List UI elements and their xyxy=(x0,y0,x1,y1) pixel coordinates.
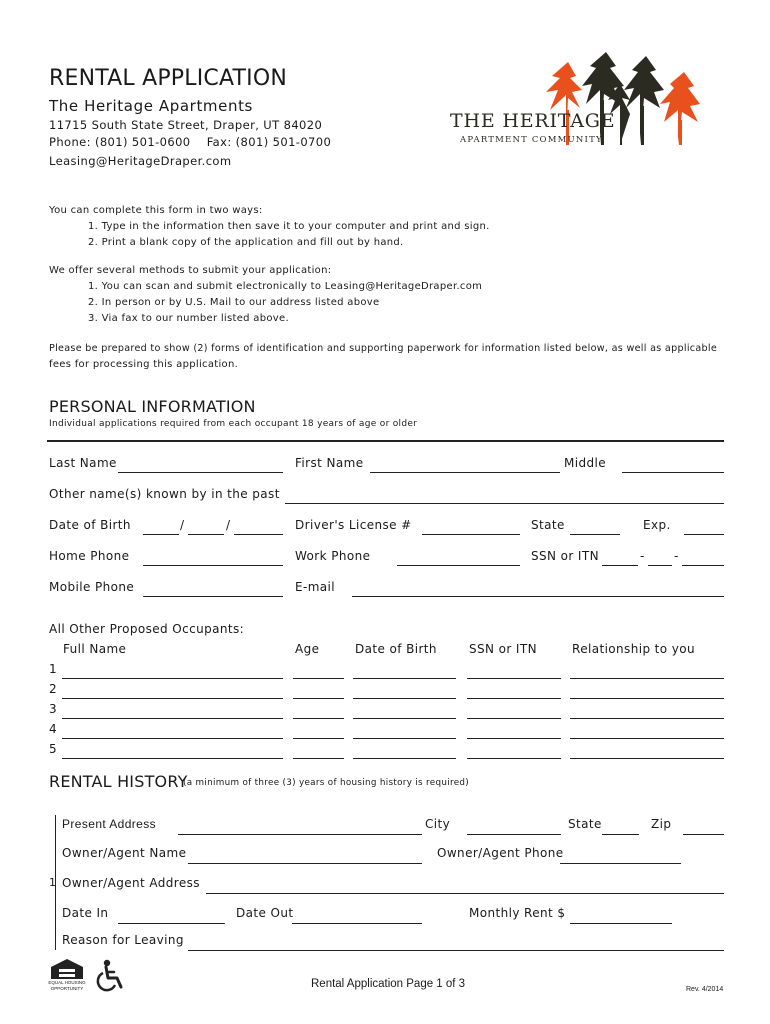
occupant-ssn-input[interactable] xyxy=(467,724,561,739)
middle-name-input[interactable] xyxy=(622,458,724,473)
ssn-itn-label: SSN or ITN xyxy=(531,549,599,563)
occupant-dob-input[interactable] xyxy=(353,684,456,699)
occupants-col-relationship: Relationship to you xyxy=(572,642,695,656)
rental-history-note: (a minimum of three (3) years of housing history is required) xyxy=(183,778,470,788)
personal-info-subheading: Individual applications required from each occupant 18 years of age or older xyxy=(49,419,418,429)
date-in-input[interactable] xyxy=(118,909,225,924)
ssn-separator: - xyxy=(640,549,645,563)
occupant-relationship-input[interactable] xyxy=(570,684,724,699)
occupant-name-input[interactable] xyxy=(62,704,283,719)
ways-item-1: 1. Type in the information then save it to your computer and print and sign. xyxy=(88,221,490,232)
zip-label: Zip xyxy=(651,817,672,831)
occupant-age-input[interactable] xyxy=(293,664,344,679)
drivers-license-label: Driver's License # xyxy=(295,518,412,532)
email-label: E-mail xyxy=(295,580,336,594)
drivers-license-input[interactable] xyxy=(422,520,520,535)
dob-separator: / xyxy=(180,518,185,532)
occupant-name-input[interactable] xyxy=(62,664,283,679)
first-name-label: First Name xyxy=(295,456,364,470)
work-phone-label: Work Phone xyxy=(295,549,371,563)
license-exp-label: Exp. xyxy=(643,518,671,532)
property-email: Leasing@HeritageDraper.com xyxy=(49,154,232,168)
date-out-input[interactable] xyxy=(292,909,422,924)
date-out-label: Date Out xyxy=(236,906,294,920)
logo-tagline: APARTMENT COMMUNITY xyxy=(460,135,603,145)
last-name-input[interactable] xyxy=(118,458,283,473)
first-name-input[interactable] xyxy=(370,458,560,473)
occupant-row-number: 2 xyxy=(49,682,58,696)
section-divider xyxy=(47,440,724,442)
occupant-dob-input[interactable] xyxy=(353,664,456,679)
occupant-relationship-input[interactable] xyxy=(570,724,724,739)
ssn-separator: - xyxy=(674,549,679,563)
equal-housing-logo xyxy=(47,958,87,994)
page-number: Rental Application Page 1 of 3 xyxy=(311,978,466,990)
id-note-line2: fees for processing this application. xyxy=(49,359,239,370)
equal-housing-text-2: OPPORTUNITY xyxy=(50,986,84,991)
occupant-ssn-input[interactable] xyxy=(467,744,561,759)
occupant-relationship-input[interactable] xyxy=(570,664,724,679)
methods-item-3: 3. Via fax to our number listed above. xyxy=(88,313,289,324)
work-phone-input[interactable] xyxy=(397,551,520,566)
occupant-row-number: 4 xyxy=(49,722,58,736)
home-phone-input[interactable] xyxy=(143,551,283,566)
rental-state-input[interactable] xyxy=(602,820,639,835)
ssn-part3-input[interactable] xyxy=(682,551,724,566)
equal-housing-icon xyxy=(47,958,87,980)
occupant-name-input[interactable] xyxy=(62,684,283,699)
mobile-phone-label: Mobile Phone xyxy=(49,580,135,594)
reason-for-leaving-input[interactable] xyxy=(188,936,724,951)
home-phone-label: Home Phone xyxy=(49,549,130,563)
dob-year-input[interactable] xyxy=(234,520,283,535)
rental-state-label: State xyxy=(568,817,602,831)
revision-date: Rev. 4/2014 xyxy=(686,986,724,993)
occupant-row-number: 1 xyxy=(49,662,58,676)
occupants-col-dob: Date of Birth xyxy=(355,642,437,656)
owner-agent-address-label: Owner/Agent Address xyxy=(62,876,200,890)
present-address-label: Present Address xyxy=(62,817,157,831)
occupant-age-input[interactable] xyxy=(293,724,344,739)
occupant-name-input[interactable] xyxy=(62,744,283,759)
occupant-age-input[interactable] xyxy=(293,744,344,759)
ssn-part2-input[interactable] xyxy=(648,551,672,566)
methods-item-1: 1. You can scan and submit electronically to Leasing@HeritageDraper.com xyxy=(88,281,483,292)
present-address-input[interactable] xyxy=(178,820,422,835)
license-exp-input[interactable] xyxy=(684,520,724,535)
occupant-name-input[interactable] xyxy=(62,724,283,739)
other-names-input[interactable] xyxy=(285,489,724,504)
methods-heading: We offer several methods to submit your application: xyxy=(49,265,332,276)
dob-month-input[interactable] xyxy=(143,520,179,535)
occupant-dob-input[interactable] xyxy=(353,704,456,719)
ssn-part1-input[interactable] xyxy=(602,551,638,566)
occupant-dob-input[interactable] xyxy=(353,724,456,739)
occupant-ssn-input[interactable] xyxy=(467,704,561,719)
occupant-ssn-input[interactable] xyxy=(467,684,561,699)
id-note-line1: Please be prepared to show (2) forms of identification and supporting paperwork for information listed below, as well as applicable xyxy=(49,343,718,354)
rental-entry-number: 1 xyxy=(49,876,57,889)
property-address: 11715 South State Street, Draper, UT 84020 xyxy=(49,118,323,132)
city-label: City xyxy=(425,817,451,831)
occupant-ssn-input[interactable] xyxy=(467,664,561,679)
monthly-rent-label: Monthly Rent $ xyxy=(469,906,566,920)
logo-wordmark: THE HERITAGE xyxy=(450,110,616,132)
property-name: The Heritage Apartments xyxy=(49,97,253,115)
occupant-age-input[interactable] xyxy=(293,704,344,719)
city-input[interactable] xyxy=(467,820,561,835)
dob-separator: / xyxy=(226,518,231,532)
other-names-label: Other name(s) known by in the past xyxy=(49,487,280,501)
last-name-label: Last Name xyxy=(49,456,117,470)
dob-label: Date of Birth xyxy=(49,518,131,532)
occupants-col-ssn: SSN or ITN xyxy=(469,642,537,656)
reason-for-leaving-label: Reason for Leaving xyxy=(62,933,184,947)
occupant-dob-input[interactable] xyxy=(353,744,456,759)
occupant-row-number: 5 xyxy=(49,742,58,756)
date-in-label: Date In xyxy=(62,906,109,920)
owner-agent-phone-input[interactable] xyxy=(560,849,681,864)
owner-agent-phone-label: Owner/Agent Phone xyxy=(437,846,564,860)
methods-item-2: 2. In person or by U.S. Mail to our address listed above xyxy=(88,297,380,308)
personal-info-heading: PERSONAL INFORMATION xyxy=(49,397,256,416)
occupants-col-age: Age xyxy=(295,642,320,656)
heritage-logo xyxy=(448,50,718,155)
owner-agent-address-input[interactable] xyxy=(206,879,724,894)
ways-heading: You can complete this form in two ways: xyxy=(49,205,263,216)
owner-agent-name-label: Owner/Agent Name xyxy=(62,846,187,860)
occupant-row-number: 3 xyxy=(49,702,58,716)
occupants-heading: All Other Proposed Occupants: xyxy=(49,622,245,636)
occupant-relationship-input[interactable] xyxy=(570,744,724,759)
property-phone-fax: Phone: (801) 501-0600 Fax: (801) 501-0700 xyxy=(49,135,332,149)
ways-item-2: 2. Print a blank copy of the application and fill out by hand. xyxy=(88,237,404,248)
zip-input[interactable] xyxy=(683,820,724,835)
license-state-label: State xyxy=(531,518,565,532)
occupant-relationship-input[interactable] xyxy=(570,704,724,719)
wheelchair-accessible-icon xyxy=(92,958,128,994)
equal-housing-text-1: EQUAL HOUSING xyxy=(48,980,86,985)
middle-name-label: Middle xyxy=(564,456,607,470)
owner-agent-name-input[interactable] xyxy=(188,849,422,864)
email-input[interactable] xyxy=(352,582,724,597)
rental-history-heading: RENTAL HISTORY xyxy=(49,772,188,791)
form-title: RENTAL APPLICATION xyxy=(49,66,288,91)
monthly-rent-input[interactable] xyxy=(570,909,672,924)
occupant-age-input[interactable] xyxy=(293,684,344,699)
license-state-input[interactable] xyxy=(570,520,620,535)
occupants-col-full-name: Full Name xyxy=(63,642,127,656)
mobile-phone-input[interactable] xyxy=(143,582,283,597)
dob-day-input[interactable] xyxy=(188,520,224,535)
